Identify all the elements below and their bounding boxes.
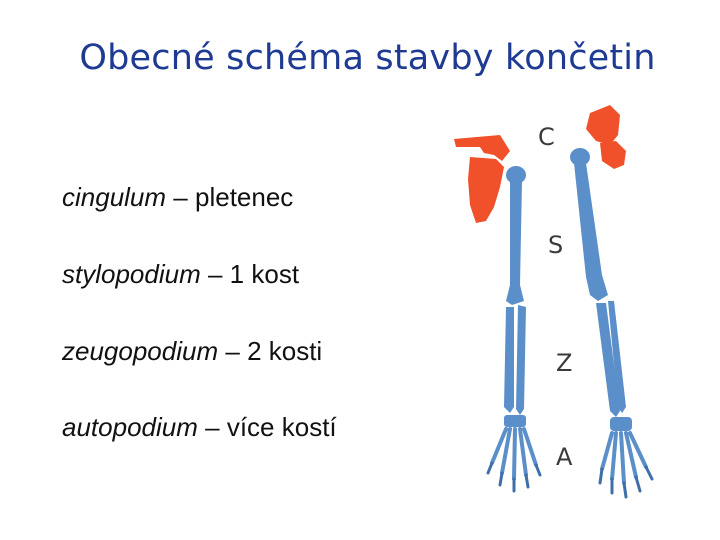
term-latin: stylopodium xyxy=(62,259,201,289)
term-latin: zeugopodium xyxy=(62,336,219,366)
hindlimb-femur xyxy=(570,148,608,301)
segment-letter-a: A xyxy=(556,443,573,471)
term-dash: – xyxy=(173,182,188,212)
term-autopodium xyxy=(62,412,337,443)
segment-letter-s: S xyxy=(548,231,564,259)
limb-skeleton-diagram xyxy=(440,95,720,525)
forelimb-humerus xyxy=(506,166,526,305)
term-dash: – xyxy=(225,336,240,366)
hindlimb-girdle xyxy=(586,105,626,169)
term-dash: – xyxy=(205,412,220,442)
forelimb-girdle xyxy=(454,135,510,223)
term-latin: cingulum xyxy=(62,182,167,212)
hindlimb-foot xyxy=(600,417,652,497)
term-czech: pletenec xyxy=(195,182,294,212)
term-czech: 1 kost xyxy=(229,259,300,289)
limb-skeleton-figure xyxy=(440,95,720,525)
forelimb-hand xyxy=(488,415,540,491)
slide-title: Obecné schéma stavby končetin xyxy=(79,38,656,78)
term-stylopodium xyxy=(62,259,299,290)
term-czech: 2 kosti xyxy=(247,336,323,366)
term-cingulum xyxy=(62,182,293,213)
term-dash: – xyxy=(207,259,223,289)
term-zeugopodium xyxy=(62,336,322,367)
hindlimb-shank xyxy=(596,301,626,417)
term-czech: více kostí xyxy=(226,412,337,442)
segment-letter-z: Z xyxy=(556,349,573,377)
term-latin: autopodium xyxy=(62,412,198,442)
segment-letter-c: C xyxy=(538,123,555,151)
forelimb-forearm xyxy=(504,305,526,415)
